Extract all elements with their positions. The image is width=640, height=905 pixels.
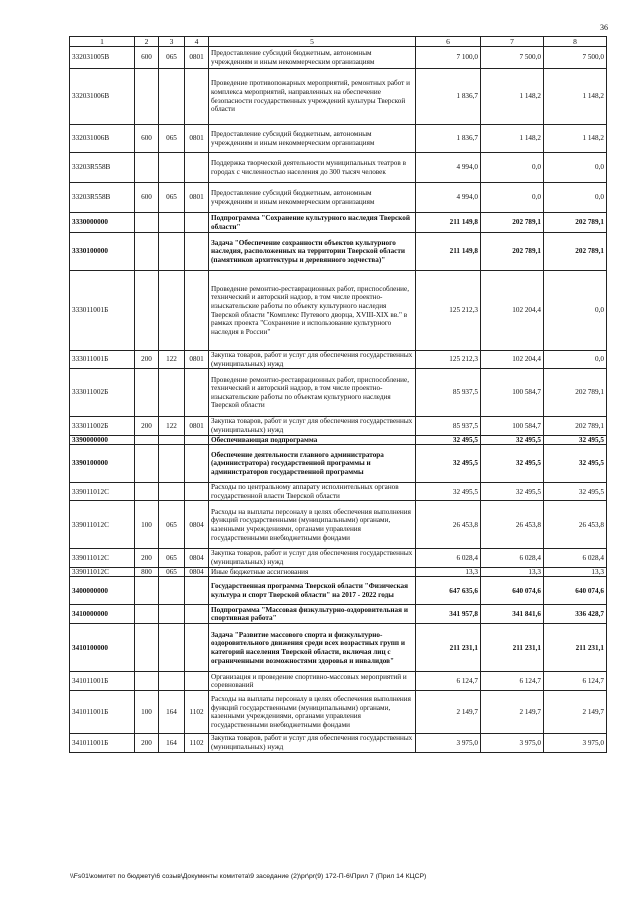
expense-type-cell: 800 xyxy=(135,567,159,577)
amount-year3-cell: 6 028,4 xyxy=(544,549,607,567)
header-cell: 1 xyxy=(70,37,135,47)
header-cell: 2 xyxy=(135,37,159,47)
section-code-cell xyxy=(185,445,209,483)
section-code-cell xyxy=(185,624,209,672)
target-code-cell: 339011012С xyxy=(70,549,135,567)
expense-type-cell xyxy=(135,483,159,501)
section-code-cell: 1102 xyxy=(185,734,209,752)
amount-year3-cell: 202 789,1 xyxy=(544,233,607,271)
amount-year3-cell: 202 789,1 xyxy=(544,213,607,233)
header-cell: 6 xyxy=(416,37,481,47)
amount-year1-cell: 4 994,0 xyxy=(416,153,481,183)
amount-year2-cell: 32 495,5 xyxy=(481,483,544,501)
amount-year2-cell: 102 204,4 xyxy=(481,351,544,369)
department-code-cell: 065 xyxy=(159,501,185,549)
table-row xyxy=(70,445,607,483)
table-row xyxy=(70,567,607,577)
description-cell: Расходы на выплаты персоналу в целях обеспечения выполнения функций государственными (муниципальными) органами, казенными учреждениями, органами управления государственными внебюджетными фондами xyxy=(209,501,416,549)
budget-table xyxy=(69,36,607,753)
section-code-cell: 1102 xyxy=(185,691,209,734)
department-code-cell: 065 xyxy=(159,567,185,577)
amount-year2-cell: 341 841,6 xyxy=(481,605,544,624)
table-row xyxy=(70,435,607,445)
section-code-cell: 0801 xyxy=(185,183,209,213)
description-cell: Поддержка творческой деятельности муниципальных театров в городах с численностью населения до 300 тысяч человек xyxy=(209,153,416,183)
amount-year3-cell: 2 149,7 xyxy=(544,691,607,734)
amount-year2-cell: 0,0 xyxy=(481,153,544,183)
target-code-cell: 333011001Б xyxy=(70,271,135,351)
department-code-cell xyxy=(159,213,185,233)
amount-year2-cell: 13,3 xyxy=(481,567,544,577)
amount-year3-cell: 1 148,2 xyxy=(544,69,607,125)
description-cell: Подпрограмма "Массовая физкультурно-оздоровительная и спортивная работа" xyxy=(209,605,416,624)
table-row xyxy=(70,271,607,351)
amount-year3-cell: 1 148,2 xyxy=(544,125,607,153)
amount-year3-cell: 32 495,5 xyxy=(544,445,607,483)
amount-year3-cell: 13,3 xyxy=(544,567,607,577)
section-code-cell: 0804 xyxy=(185,549,209,567)
target-code-cell: 333011002Б xyxy=(70,369,135,417)
amount-year2-cell: 32 495,5 xyxy=(481,445,544,483)
amount-year2-cell: 1 148,2 xyxy=(481,69,544,125)
expense-type-cell: 600 xyxy=(135,47,159,69)
department-code-cell xyxy=(159,369,185,417)
department-code-cell xyxy=(159,271,185,351)
table-row xyxy=(70,69,607,125)
target-code-cell: 339011012С xyxy=(70,483,135,501)
expense-type-cell xyxy=(135,577,159,605)
table-row xyxy=(70,417,607,435)
section-code-cell: 0801 xyxy=(185,47,209,69)
target-code-cell: 333011002Б xyxy=(70,417,135,435)
description-cell: Предоставление субсидий бюджетным, автономным учреждениям и иным некоммерческим организациям xyxy=(209,125,416,153)
target-code-cell: 3400000000 xyxy=(70,577,135,605)
amount-year1-cell: 26 453,8 xyxy=(416,501,481,549)
table-row xyxy=(70,672,607,691)
amount-year2-cell: 640 074,6 xyxy=(481,577,544,605)
target-code-cell: 339011012С xyxy=(70,501,135,549)
amount-year1-cell: 32 495,5 xyxy=(416,435,481,445)
target-code-cell: 332031006В xyxy=(70,125,135,153)
amount-year1-cell: 6 028,4 xyxy=(416,549,481,567)
section-code-cell xyxy=(185,271,209,351)
department-code-cell: 065 xyxy=(159,125,185,153)
department-code-cell: 065 xyxy=(159,47,185,69)
expense-type-cell xyxy=(135,445,159,483)
amount-year1-cell: 6 124,7 xyxy=(416,672,481,691)
amount-year2-cell: 100 584,7 xyxy=(481,369,544,417)
description-cell: Закупка товаров, работ и услуг для обеспечения государственных (муниципальных) нужд xyxy=(209,734,416,752)
description-cell: Обеспечение деятельности главного администратора (администратора) государственной программы и администраторов государственной программы xyxy=(209,445,416,483)
department-code-cell: 164 xyxy=(159,691,185,734)
target-code-cell: 332031005В xyxy=(70,47,135,69)
description-cell: Закупка товаров, работ и услуг для обеспечения государственных (муниципальных) нужд xyxy=(209,549,416,567)
section-code-cell xyxy=(185,435,209,445)
table-row xyxy=(70,351,607,369)
department-code-cell: 065 xyxy=(159,183,185,213)
target-code-cell: 3410100000 xyxy=(70,624,135,672)
expense-type-cell: 600 xyxy=(135,183,159,213)
table-row xyxy=(70,153,607,183)
expense-type-cell xyxy=(135,271,159,351)
description-cell: Проведение противопожарных мероприятий, ремонтных работ и комплекса мероприятий, направленных на обеспечение безопасности государственных учреждений культуры Тверской области xyxy=(209,69,416,125)
expense-type-cell: 100 xyxy=(135,691,159,734)
amount-year1-cell: 3 975,0 xyxy=(416,734,481,752)
target-code-cell: 3330100000 xyxy=(70,233,135,271)
amount-year2-cell: 1 148,2 xyxy=(481,125,544,153)
department-code-cell xyxy=(159,233,185,271)
amount-year1-cell: 125 212,3 xyxy=(416,271,481,351)
amount-year2-cell: 6 124,7 xyxy=(481,672,544,691)
table-row xyxy=(70,483,607,501)
target-code-cell: 3390100000 xyxy=(70,445,135,483)
amount-year3-cell: 26 453,8 xyxy=(544,501,607,549)
amount-year3-cell: 32 495,5 xyxy=(544,435,607,445)
target-code-cell: 341011001Б xyxy=(70,734,135,752)
description-cell: Государственная программа Тверской области "Физическая культура и спорт Тверской области" на 2017 - 2022 годы xyxy=(209,577,416,605)
table-row xyxy=(70,624,607,672)
amount-year2-cell: 7 500,0 xyxy=(481,47,544,69)
amount-year1-cell: 7 100,0 xyxy=(416,47,481,69)
expense-type-cell xyxy=(135,605,159,624)
header-cell: 3 xyxy=(159,37,185,47)
table-header-row xyxy=(70,37,607,47)
amount-year3-cell: 7 500,0 xyxy=(544,47,607,69)
amount-year3-cell: 32 495,5 xyxy=(544,483,607,501)
expense-type-cell xyxy=(135,213,159,233)
amount-year2-cell: 32 495,5 xyxy=(481,435,544,445)
description-cell: Иные бюджетные ассигнования xyxy=(209,567,416,577)
expense-type-cell: 200 xyxy=(135,351,159,369)
description-cell: Расходы по центральному аппарату исполнительных органов государственной власти Тверской области xyxy=(209,483,416,501)
expense-type-cell xyxy=(135,672,159,691)
department-code-cell xyxy=(159,69,185,125)
expense-type-cell xyxy=(135,69,159,125)
amount-year3-cell: 202 789,1 xyxy=(544,417,607,435)
page-number: 36 xyxy=(600,23,608,32)
expense-type-cell xyxy=(135,233,159,271)
department-code-cell xyxy=(159,153,185,183)
expense-type-cell: 200 xyxy=(135,734,159,752)
section-code-cell: 0801 xyxy=(185,125,209,153)
description-cell: Организация и проведение спортивно-массовых мероприятий и соревнований xyxy=(209,672,416,691)
description-cell: Проведение ремонтно-реставрационных работ, приспособление, технический и авторский надзор, в том числе проектно-изыскательские работы по объектам культурного наследия Тверской области xyxy=(209,369,416,417)
section-code-cell xyxy=(185,69,209,125)
amount-year2-cell: 100 584,7 xyxy=(481,417,544,435)
description-cell: Закупка товаров, работ и услуг для обеспечения государственных (муниципальных) нужд xyxy=(209,351,416,369)
table-row xyxy=(70,47,607,69)
section-code-cell xyxy=(185,213,209,233)
table-row xyxy=(70,369,607,417)
section-code-cell xyxy=(185,483,209,501)
amount-year2-cell: 0,0 xyxy=(481,183,544,213)
department-code-cell xyxy=(159,605,185,624)
expense-type-cell: 100 xyxy=(135,501,159,549)
table-row xyxy=(70,549,607,567)
description-cell: Задача "Обеспечение сохранности объектов культурного наследия, расположенных на территории Тверской области (памятников архитектуры и деревянного зодчества)" xyxy=(209,233,416,271)
target-code-cell: 341011001Б xyxy=(70,672,135,691)
amount-year3-cell: 0,0 xyxy=(544,153,607,183)
header-cell: 5 xyxy=(209,37,416,47)
section-code-cell: 0804 xyxy=(185,501,209,549)
target-code-cell: 341011001Б xyxy=(70,691,135,734)
amount-year2-cell: 2 149,7 xyxy=(481,691,544,734)
target-code-cell: 332031006В xyxy=(70,69,135,125)
amount-year1-cell: 2 149,7 xyxy=(416,691,481,734)
target-code-cell: 33203R558В xyxy=(70,183,135,213)
section-code-cell xyxy=(185,369,209,417)
file-path-footer: \\Fs01\комитет по бюджету\6 созыв\Документы комитета\9 заседание (2)\pr\pr(9) 172-П-6\Прил 7 (Прил 14 КЦСР) xyxy=(70,873,427,880)
target-code-cell: 33203R558В xyxy=(70,153,135,183)
amount-year1-cell: 32 495,5 xyxy=(416,483,481,501)
amount-year2-cell: 202 789,1 xyxy=(481,213,544,233)
section-code-cell xyxy=(185,153,209,183)
header-cell: 8 xyxy=(544,37,607,47)
amount-year3-cell: 336 428,7 xyxy=(544,605,607,624)
target-code-cell: 3410000000 xyxy=(70,605,135,624)
amount-year1-cell: 32 495,5 xyxy=(416,445,481,483)
department-code-cell: 164 xyxy=(159,734,185,752)
amount-year2-cell: 6 028,4 xyxy=(481,549,544,567)
section-code-cell xyxy=(185,672,209,691)
amount-year2-cell: 202 789,1 xyxy=(481,233,544,271)
table-row xyxy=(70,213,607,233)
section-code-cell xyxy=(185,233,209,271)
department-code-cell: 065 xyxy=(159,549,185,567)
description-cell: Предоставление субсидий бюджетным, автономным учреждениям и иным некоммерческим организациям xyxy=(209,183,416,213)
expense-type-cell: 200 xyxy=(135,549,159,567)
amount-year1-cell: 85 937,5 xyxy=(416,369,481,417)
amount-year3-cell: 3 975,0 xyxy=(544,734,607,752)
target-code-cell: 3330000000 xyxy=(70,213,135,233)
amount-year3-cell: 0,0 xyxy=(544,351,607,369)
amount-year1-cell: 341 957,8 xyxy=(416,605,481,624)
description-cell: Закупка товаров, работ и услуг для обеспечения государственных (муниципальных) нужд xyxy=(209,417,416,435)
target-code-cell: 3390000000 xyxy=(70,435,135,445)
amount-year1-cell: 211 149,8 xyxy=(416,213,481,233)
amount-year1-cell: 647 635,6 xyxy=(416,577,481,605)
expense-type-cell: 600 xyxy=(135,125,159,153)
amount-year3-cell: 6 124,7 xyxy=(544,672,607,691)
department-code-cell: 122 xyxy=(159,417,185,435)
amount-year2-cell: 26 453,8 xyxy=(481,501,544,549)
amount-year1-cell: 13,3 xyxy=(416,567,481,577)
expense-type-cell xyxy=(135,369,159,417)
table-row xyxy=(70,501,607,549)
amount-year2-cell: 211 231,1 xyxy=(481,624,544,672)
department-code-cell xyxy=(159,445,185,483)
department-code-cell: 122 xyxy=(159,351,185,369)
expense-type-cell xyxy=(135,435,159,445)
amount-year1-cell: 1 836,7 xyxy=(416,125,481,153)
description-cell: Подпрограмма "Сохранение культурного наследия Тверской области" xyxy=(209,213,416,233)
table-row xyxy=(70,691,607,734)
amount-year1-cell: 4 994,0 xyxy=(416,183,481,213)
table-row xyxy=(70,734,607,752)
department-code-cell xyxy=(159,672,185,691)
amount-year3-cell: 640 074,6 xyxy=(544,577,607,605)
table-row xyxy=(70,577,607,605)
target-code-cell: 333011001Б xyxy=(70,351,135,369)
section-code-cell: 0801 xyxy=(185,351,209,369)
amount-year1-cell: 211 231,1 xyxy=(416,624,481,672)
description-cell: Задача "Развитие массового спорта и физкультурно-оздоровительного движения среди всех возрастных групп и категорий населения Тверской области, включая лиц с ограниченными возможностями здоровья и инвалидов" xyxy=(209,624,416,672)
description-cell: Предоставление субсидий бюджетным, автономным учреждениям и иным некоммерческим организациям xyxy=(209,47,416,69)
table-row xyxy=(70,233,607,271)
target-code-cell: 339011012С xyxy=(70,567,135,577)
amount-year2-cell: 3 975,0 xyxy=(481,734,544,752)
amount-year3-cell: 202 789,1 xyxy=(544,369,607,417)
section-code-cell: 0801 xyxy=(185,417,209,435)
amount-year1-cell: 211 149,8 xyxy=(416,233,481,271)
section-code-cell xyxy=(185,577,209,605)
amount-year1-cell: 125 212,3 xyxy=(416,351,481,369)
department-code-cell xyxy=(159,483,185,501)
description-cell: Расходы на выплаты персоналу в целях обеспечения выполнения функций государственными (муниципальными) органами, казенными учреждениями, органами управления государственными внебюджетными фондами xyxy=(209,691,416,734)
description-cell: Проведение ремонтно-реставрационных работ, приспособление, технический и авторский надзор, в том числе проектно-изыскательские работы по объекту культурного наследия Тверской области "Комплекс Путевого дворца, XVIII-XIX вв." в рамках проекта "Сохранение и использование культурного наследия в России" xyxy=(209,271,416,351)
amount-year3-cell: 0,0 xyxy=(544,271,607,351)
header-cell: 4 xyxy=(185,37,209,47)
amount-year3-cell: 211 231,1 xyxy=(544,624,607,672)
table-row xyxy=(70,605,607,624)
header-cell: 7 xyxy=(481,37,544,47)
table-row xyxy=(70,125,607,153)
amount-year2-cell: 102 204,4 xyxy=(481,271,544,351)
expense-type-cell xyxy=(135,624,159,672)
department-code-cell xyxy=(159,577,185,605)
amount-year1-cell: 1 836,7 xyxy=(416,69,481,125)
section-code-cell: 0804 xyxy=(185,567,209,577)
expense-type-cell xyxy=(135,153,159,183)
table-row xyxy=(70,183,607,213)
expense-type-cell: 200 xyxy=(135,417,159,435)
description-cell: Обеспечивающая подпрограмма xyxy=(209,435,416,445)
department-code-cell xyxy=(159,624,185,672)
department-code-cell xyxy=(159,435,185,445)
section-code-cell xyxy=(185,605,209,624)
amount-year1-cell: 85 937,5 xyxy=(416,417,481,435)
amount-year3-cell: 0,0 xyxy=(544,183,607,213)
